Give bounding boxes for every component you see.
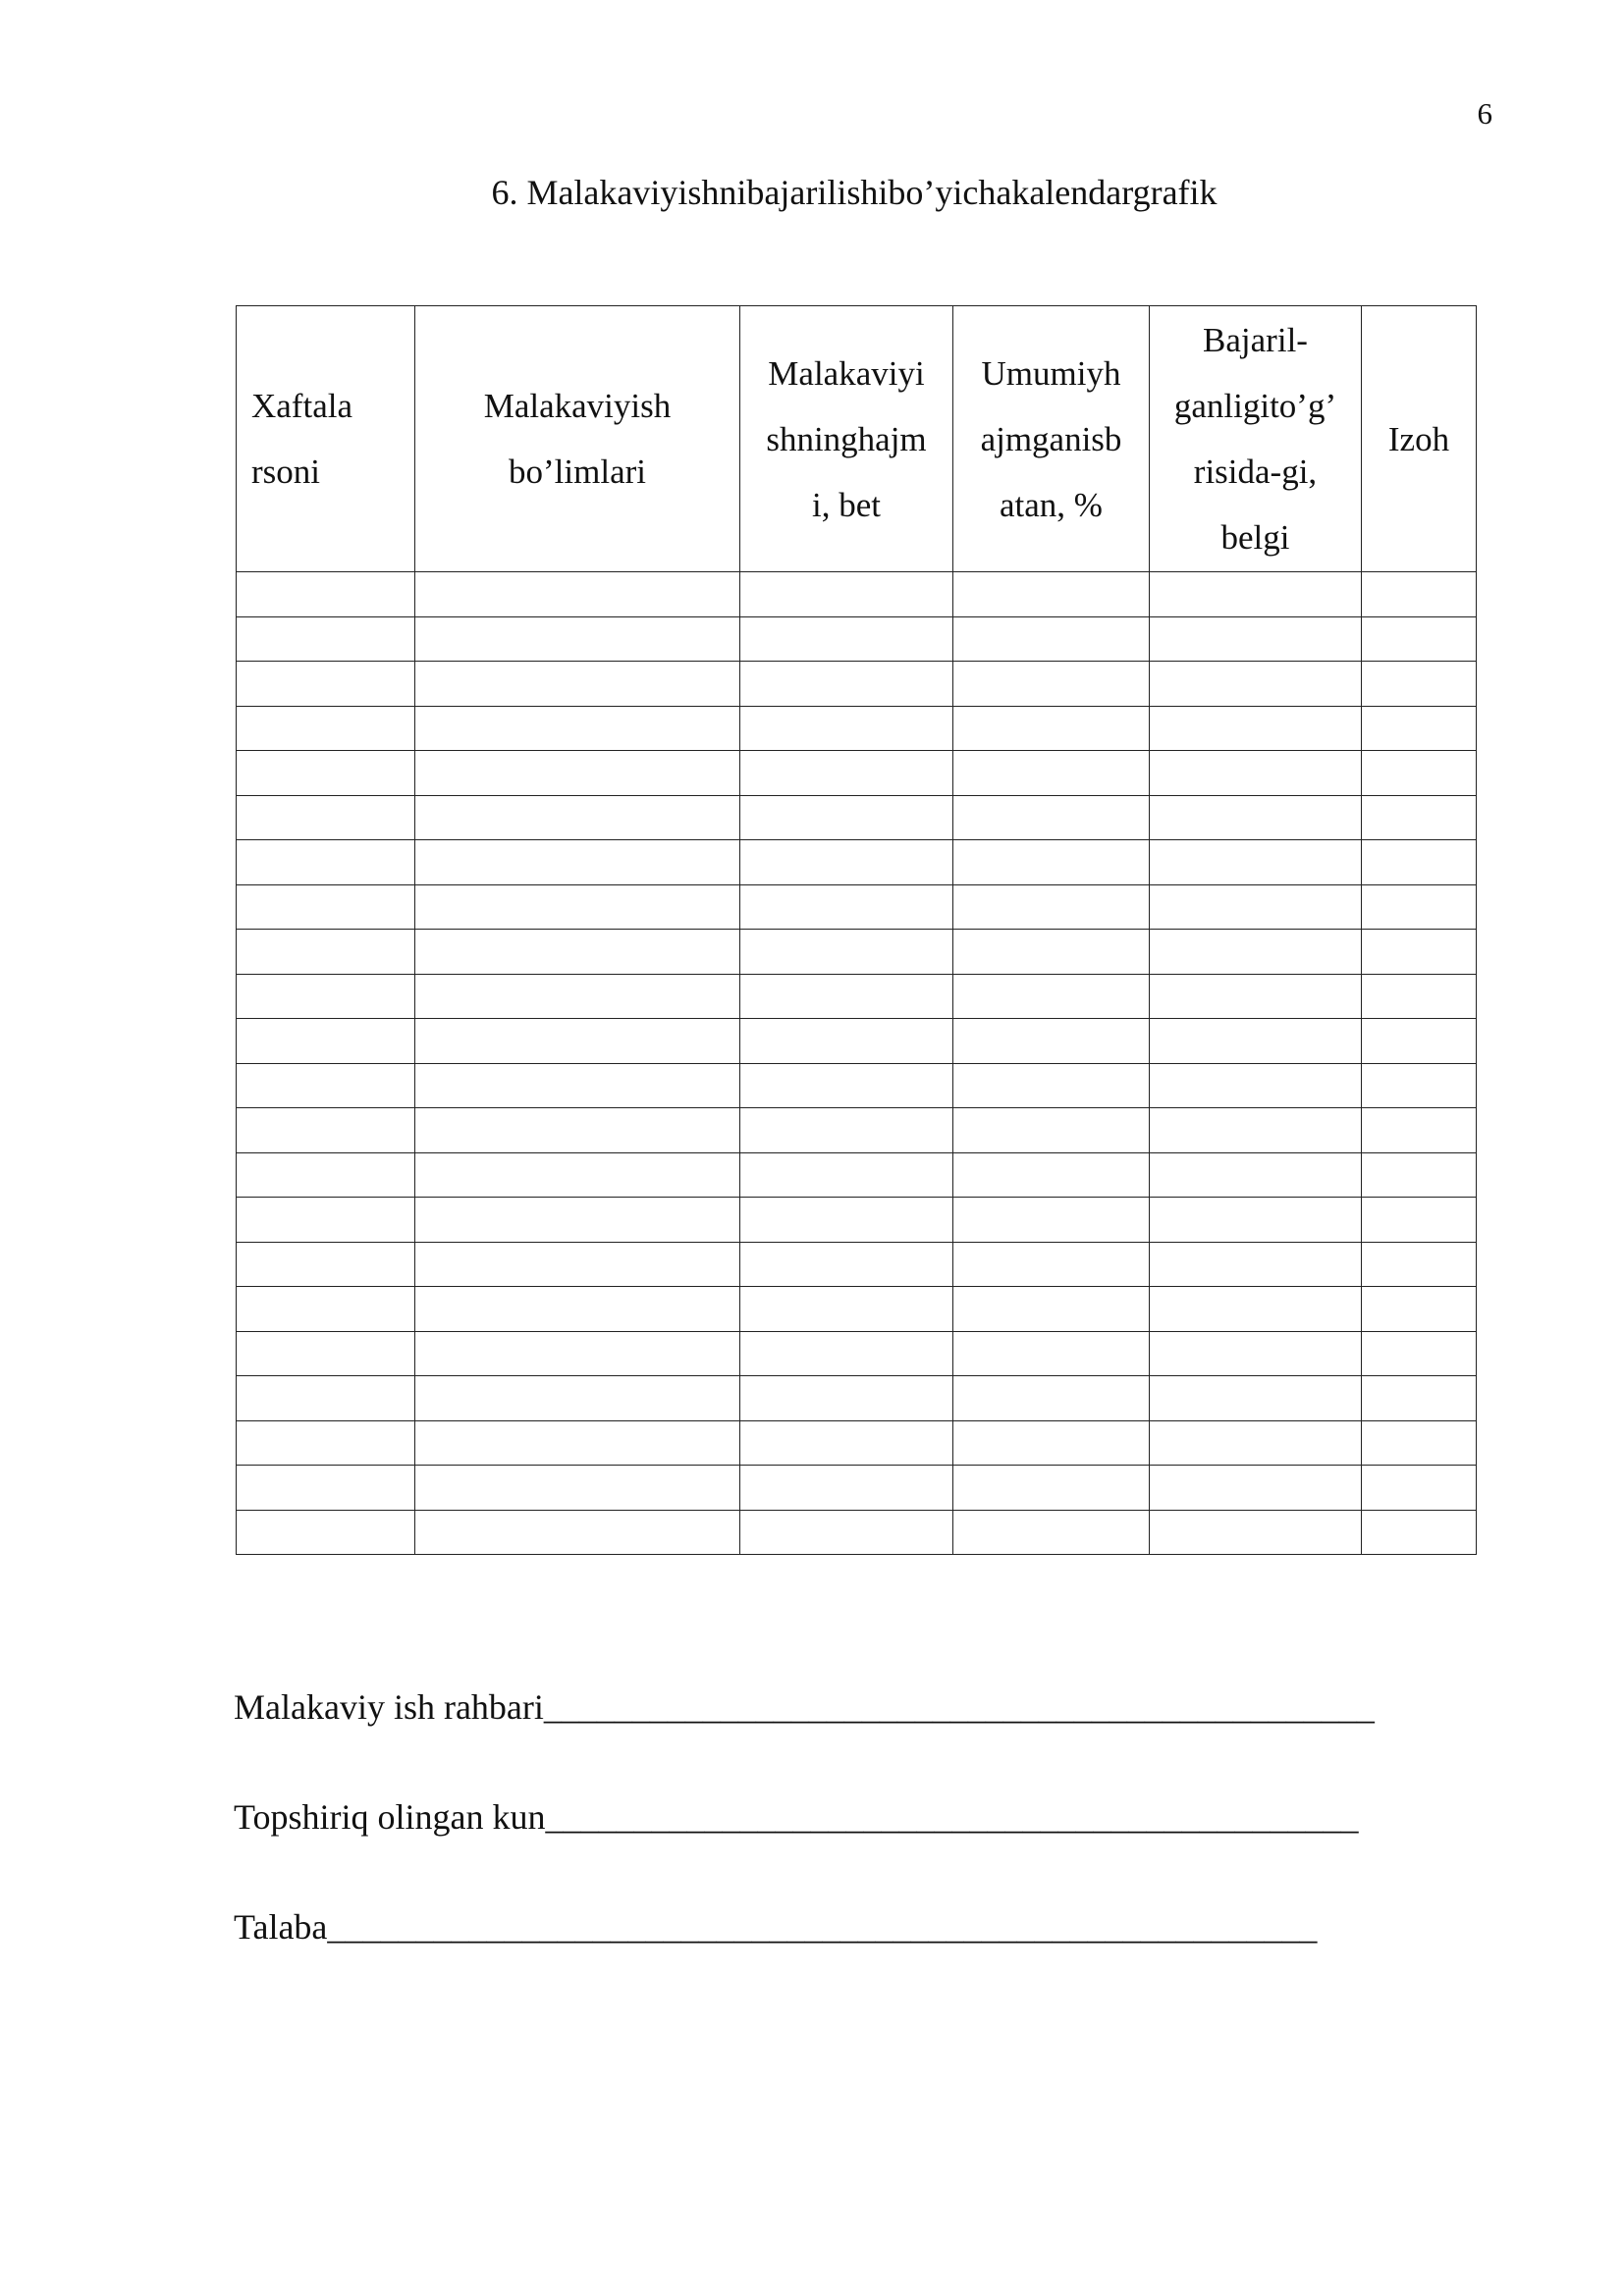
table-cell[interactable] bbox=[740, 572, 953, 617]
table-cell[interactable] bbox=[237, 662, 415, 707]
table-row bbox=[237, 1287, 1477, 1332]
table-cell[interactable] bbox=[1362, 706, 1477, 751]
table-cell[interactable] bbox=[415, 1376, 740, 1421]
table-cell[interactable] bbox=[740, 1287, 953, 1332]
table-cell[interactable] bbox=[1362, 572, 1477, 617]
table-cell[interactable] bbox=[1362, 662, 1477, 707]
table-row bbox=[237, 1152, 1477, 1198]
table-cell[interactable] bbox=[237, 840, 415, 885]
table-cell[interactable] bbox=[953, 572, 1150, 617]
table-row bbox=[237, 1420, 1477, 1466]
table-cell[interactable] bbox=[740, 1331, 953, 1376]
table-cell[interactable] bbox=[1362, 1420, 1477, 1466]
table-cell[interactable] bbox=[1362, 884, 1477, 930]
table-cell[interactable] bbox=[415, 572, 740, 617]
table-row bbox=[237, 1019, 1477, 1064]
table-row bbox=[237, 572, 1477, 617]
table-cell[interactable] bbox=[953, 1063, 1150, 1108]
column-header-label: Izoh bbox=[1387, 419, 1450, 458]
table-cell[interactable] bbox=[953, 1466, 1150, 1511]
table-row bbox=[237, 930, 1477, 975]
table-cell[interactable] bbox=[415, 795, 740, 840]
table-cell[interactable] bbox=[1362, 1331, 1477, 1376]
page-title: 6. Malakaviyishnibajarilishibo’yichakalendargrafik bbox=[491, 173, 1218, 212]
table-header-row bbox=[237, 306, 1477, 572]
table-cell[interactable] bbox=[740, 930, 953, 975]
table-cell[interactable] bbox=[1362, 616, 1477, 662]
table-row bbox=[237, 1331, 1477, 1376]
table-cell[interactable] bbox=[953, 1331, 1150, 1376]
table-cell[interactable] bbox=[740, 1198, 953, 1243]
table-cell[interactable] bbox=[1150, 1019, 1362, 1064]
table-body bbox=[237, 572, 1477, 1555]
table-cell[interactable] bbox=[237, 1331, 415, 1376]
table-cell[interactable] bbox=[953, 662, 1150, 707]
table-cell[interactable] bbox=[1150, 1242, 1362, 1287]
column-header-label: Xaftala rsoni bbox=[251, 387, 352, 491]
table-cell[interactable] bbox=[1362, 1376, 1477, 1421]
table-cell[interactable] bbox=[740, 884, 953, 930]
table-cell[interactable] bbox=[953, 930, 1150, 975]
table-cell[interactable] bbox=[740, 1019, 953, 1064]
table-cell[interactable] bbox=[1150, 884, 1362, 930]
table-row bbox=[237, 1063, 1477, 1108]
table-cell[interactable] bbox=[953, 751, 1150, 796]
table-row bbox=[237, 1242, 1477, 1287]
table-cell[interactable] bbox=[1362, 1242, 1477, 1287]
table-cell[interactable] bbox=[953, 1420, 1150, 1466]
table-cell[interactable] bbox=[415, 1510, 740, 1555]
table-row bbox=[237, 706, 1477, 751]
table-cell[interactable] bbox=[1150, 1510, 1362, 1555]
table-cell[interactable] bbox=[740, 751, 953, 796]
table-cell[interactable] bbox=[1150, 616, 1362, 662]
table-cell[interactable] bbox=[1150, 795, 1362, 840]
table-cell[interactable] bbox=[415, 1063, 740, 1108]
table-row bbox=[237, 974, 1477, 1019]
table-row bbox=[237, 795, 1477, 840]
table-row bbox=[237, 1466, 1477, 1511]
table-cell[interactable] bbox=[1150, 1152, 1362, 1198]
table-cell[interactable] bbox=[953, 795, 1150, 840]
column-header-week bbox=[237, 306, 415, 572]
table-cell[interactable] bbox=[415, 974, 740, 1019]
page-number: 6 bbox=[1477, 96, 1492, 131]
column-header-sections bbox=[415, 306, 740, 572]
table-row bbox=[237, 1198, 1477, 1243]
task-date-line: Topshiriq olingan kun______________________________________________ bbox=[234, 1797, 1359, 1837]
table-cell[interactable] bbox=[740, 840, 953, 885]
table-cell[interactable] bbox=[953, 1019, 1150, 1064]
table-cell[interactable] bbox=[953, 974, 1150, 1019]
table-row bbox=[237, 751, 1477, 796]
table-cell[interactable] bbox=[953, 1242, 1150, 1287]
table-cell[interactable] bbox=[237, 706, 415, 751]
table-cell[interactable] bbox=[237, 1287, 415, 1332]
table-cell[interactable] bbox=[415, 1152, 740, 1198]
table-cell[interactable] bbox=[415, 616, 740, 662]
table-cell[interactable] bbox=[1150, 662, 1362, 707]
table-cell[interactable] bbox=[1362, 1108, 1477, 1153]
table-cell[interactable] bbox=[1362, 930, 1477, 975]
table-cell[interactable] bbox=[1150, 1063, 1362, 1108]
table-cell[interactable] bbox=[740, 1376, 953, 1421]
table-cell[interactable] bbox=[237, 884, 415, 930]
table-cell[interactable] bbox=[1362, 1466, 1477, 1511]
table-cell[interactable] bbox=[415, 840, 740, 885]
table-cell[interactable] bbox=[740, 1510, 953, 1555]
table-cell[interactable] bbox=[415, 1242, 740, 1287]
table-cell[interactable] bbox=[740, 1063, 953, 1108]
table-cell[interactable] bbox=[953, 1198, 1150, 1243]
table-row bbox=[237, 840, 1477, 885]
table-cell[interactable] bbox=[1362, 1063, 1477, 1108]
table-cell[interactable] bbox=[237, 1063, 415, 1108]
table-cell[interactable] bbox=[1362, 1287, 1477, 1332]
table-cell[interactable] bbox=[740, 1108, 953, 1153]
table-cell[interactable] bbox=[740, 662, 953, 707]
table-cell[interactable] bbox=[237, 1198, 415, 1243]
table-cell[interactable] bbox=[953, 1108, 1150, 1153]
table-cell[interactable] bbox=[1362, 1510, 1477, 1555]
table-row bbox=[237, 884, 1477, 930]
table-cell[interactable] bbox=[953, 884, 1150, 930]
table-cell[interactable] bbox=[415, 751, 740, 796]
table-cell[interactable] bbox=[953, 1510, 1150, 1555]
student-signature-line: Talaba________________________________________________________ bbox=[234, 1907, 1318, 1947]
table-cell[interactable] bbox=[1150, 1420, 1362, 1466]
table-cell[interactable] bbox=[237, 795, 415, 840]
table-cell[interactable] bbox=[237, 930, 415, 975]
table-row bbox=[237, 1108, 1477, 1153]
table-cell[interactable] bbox=[415, 1108, 740, 1153]
table-cell[interactable] bbox=[953, 706, 1150, 751]
table-cell[interactable] bbox=[415, 1466, 740, 1511]
table-cell[interactable] bbox=[953, 1287, 1150, 1332]
table-cell[interactable] bbox=[415, 1019, 740, 1064]
table-cell[interactable] bbox=[953, 1376, 1150, 1421]
column-header-total-percent bbox=[953, 306, 1150, 572]
table-cell[interactable] bbox=[1150, 1466, 1362, 1511]
column-header-label: Bajaril- ganligito’g’ risida-gi, belgi bbox=[1173, 321, 1337, 557]
table-cell[interactable] bbox=[1362, 1152, 1477, 1198]
table-cell[interactable] bbox=[1150, 1198, 1362, 1243]
table-row bbox=[237, 1376, 1477, 1421]
table-cell[interactable] bbox=[237, 616, 415, 662]
table-cell[interactable] bbox=[1362, 840, 1477, 885]
table-cell[interactable] bbox=[1150, 1376, 1362, 1421]
table-cell[interactable] bbox=[237, 1466, 415, 1511]
table-cell[interactable] bbox=[1362, 751, 1477, 796]
table-cell[interactable] bbox=[415, 1420, 740, 1466]
table-cell[interactable] bbox=[1362, 1198, 1477, 1243]
table-cell[interactable] bbox=[237, 1510, 415, 1555]
table-cell[interactable] bbox=[1150, 751, 1362, 796]
table-cell[interactable] bbox=[237, 1152, 415, 1198]
table-cell[interactable] bbox=[237, 572, 415, 617]
table-cell[interactable] bbox=[1150, 930, 1362, 975]
table-cell[interactable] bbox=[415, 706, 740, 751]
table-cell[interactable] bbox=[237, 1019, 415, 1064]
table-cell[interactable] bbox=[415, 1198, 740, 1243]
table-cell[interactable] bbox=[740, 616, 953, 662]
table-cell[interactable] bbox=[237, 1242, 415, 1287]
table-cell[interactable] bbox=[953, 1152, 1150, 1198]
supervisor-signature-line: Malakaviy ish rahbari_______________________________________________ bbox=[234, 1687, 1375, 1727]
table-cell[interactable] bbox=[237, 1376, 415, 1421]
table-cell[interactable] bbox=[740, 1242, 953, 1287]
table-cell[interactable] bbox=[1150, 1331, 1362, 1376]
calendar-schedule-table bbox=[236, 305, 1477, 1555]
column-header-volume-pages bbox=[740, 306, 953, 572]
table-cell[interactable] bbox=[415, 662, 740, 707]
column-header-label: Umumiyh ajmganisb atan, % bbox=[980, 353, 1122, 524]
table-cell[interactable] bbox=[237, 751, 415, 796]
table-row bbox=[237, 662, 1477, 707]
table-cell[interactable] bbox=[1150, 974, 1362, 1019]
table-cell[interactable] bbox=[740, 795, 953, 840]
table-cell[interactable] bbox=[740, 1152, 953, 1198]
table-row bbox=[237, 1510, 1477, 1555]
table-cell[interactable] bbox=[1150, 706, 1362, 751]
table-cell[interactable] bbox=[1150, 572, 1362, 617]
table-cell[interactable] bbox=[1362, 974, 1477, 1019]
table-cell[interactable] bbox=[1362, 1019, 1477, 1064]
table-cell[interactable] bbox=[740, 1466, 953, 1511]
table-cell[interactable] bbox=[740, 1420, 953, 1466]
table-cell[interactable] bbox=[415, 1287, 740, 1332]
table-cell[interactable] bbox=[415, 930, 740, 975]
table-cell[interactable] bbox=[237, 974, 415, 1019]
column-header-completion-mark bbox=[1150, 306, 1362, 572]
table-cell[interactable] bbox=[415, 1331, 740, 1376]
table-cell[interactable] bbox=[415, 884, 740, 930]
table-cell[interactable] bbox=[740, 974, 953, 1019]
table-cell[interactable] bbox=[237, 1420, 415, 1466]
table-cell[interactable] bbox=[1150, 1287, 1362, 1332]
table-cell[interactable] bbox=[953, 616, 1150, 662]
table-cell[interactable] bbox=[1362, 795, 1477, 840]
table-cell[interactable] bbox=[237, 1108, 415, 1153]
table-cell[interactable] bbox=[1150, 1108, 1362, 1153]
table-row bbox=[237, 616, 1477, 662]
table-cell[interactable] bbox=[1150, 840, 1362, 885]
column-header-note bbox=[1362, 306, 1477, 572]
table-cell[interactable] bbox=[740, 706, 953, 751]
column-header-label: Malakaviyish bo’limlari bbox=[483, 387, 672, 491]
table-cell[interactable] bbox=[953, 840, 1150, 885]
column-header-label: Malakaviyi shninghajm i, bet bbox=[766, 353, 927, 524]
